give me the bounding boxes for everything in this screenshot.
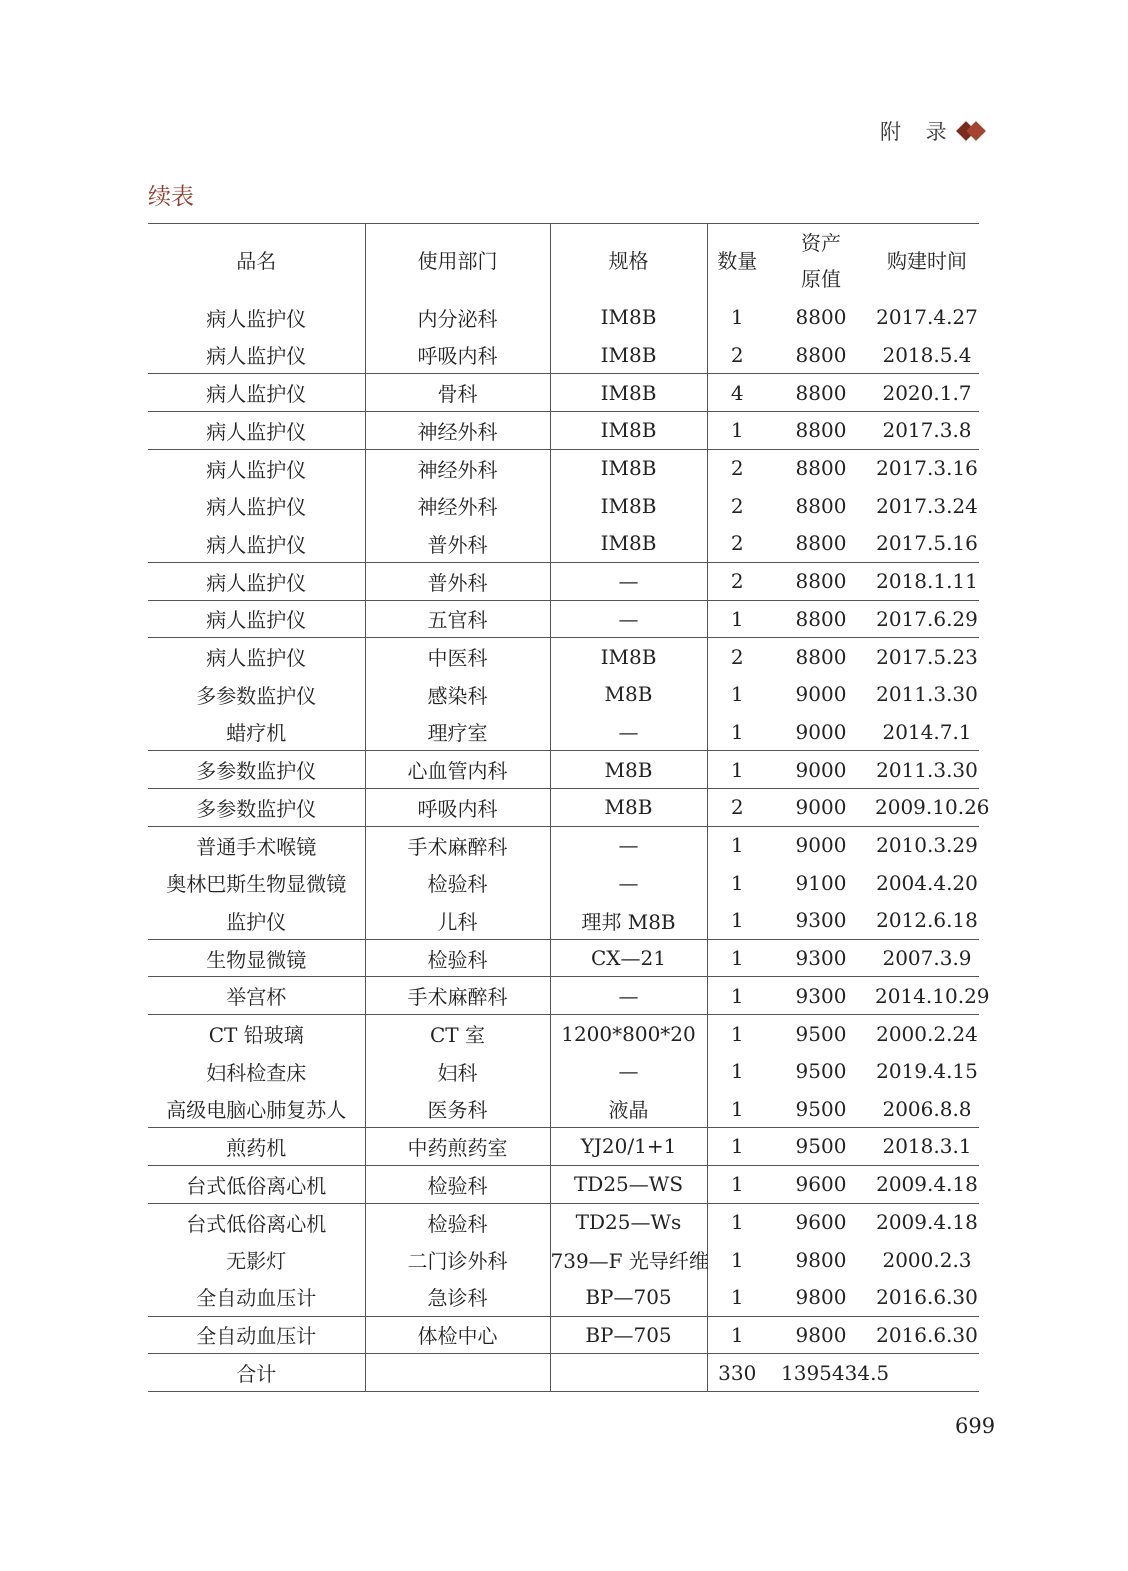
cell-original-value: 9800 (767, 1278, 875, 1316)
cell-department: 检验科 (365, 1165, 550, 1203)
cell-department: 感染科 (365, 675, 550, 713)
cell-purchase-date: 2018.3.1 (875, 1128, 979, 1166)
table-row (148, 1278, 979, 1316)
cell-department: CT 室 (365, 1015, 550, 1053)
cell-quantity: 1 (730, 1210, 744, 1235)
cell-department: 普外科 (365, 562, 550, 600)
table-row (148, 449, 979, 487)
cell-department: 五官科 (365, 600, 550, 638)
cell-original-value: 8800 (795, 305, 847, 330)
cell-department: 呼吸内科 (365, 788, 550, 826)
total-spec-empty (550, 1354, 707, 1392)
header-original-value-line1: 资产 (801, 231, 841, 256)
header-original-value-line2: 原值 (801, 267, 841, 292)
cell-original-value: 9000 (767, 788, 875, 826)
cell-name: 病人监护仪 (148, 525, 365, 563)
table-row (148, 751, 979, 789)
cell-quantity: 1 (707, 600, 767, 638)
cell-original-value: 9500 (795, 1059, 847, 1084)
cell-name: 监护仪 (148, 902, 365, 940)
cell-original-value: 8800 (767, 412, 875, 450)
cell-purchase-date: 2000.2.24 (876, 1021, 978, 1046)
total-date-empty (875, 1354, 979, 1392)
total-original-value: 1395434.5 (767, 1354, 875, 1392)
header-quantity: 数量 (707, 224, 767, 299)
cell-purchase-date: 2017.4.27 (876, 305, 978, 330)
cell-department: 手术麻醉科 (365, 826, 550, 864)
cell-name: 病人监护仪 (148, 299, 365, 337)
total-quantity: 330 (707, 1354, 767, 1392)
cell-department: 检验科 (365, 1203, 550, 1241)
cell-purchase-date: 2009.4.18 (876, 1210, 978, 1235)
cell-quantity: 1 (707, 1128, 767, 1166)
cell-purchase-date: 2017.6.29 (875, 600, 979, 638)
cell-quantity: 1 (707, 713, 767, 751)
cell-spec: — (550, 562, 707, 600)
table-row (148, 412, 979, 450)
cell-name: 病人监护仪 (148, 412, 365, 450)
cell-purchase-date: 2010.3.29 (876, 833, 978, 858)
table-row (148, 713, 979, 751)
cell-spec: 液晶 (550, 1090, 707, 1128)
cell-name: 多参数监护仪 (148, 788, 365, 826)
table-row (148, 977, 979, 1015)
cell-spec: IM8B (550, 412, 707, 450)
cell-name: 病人监护仪 (148, 374, 365, 412)
cell-purchase-date: 2006.8.8 (875, 1090, 979, 1128)
cell-name: 煎药机 (148, 1128, 365, 1166)
cell-purchase-date: 2004.4.20 (876, 870, 978, 895)
cell-original-value: 9500 (795, 1021, 847, 1046)
cell-original-value: 8800 (795, 644, 847, 669)
cell-spec: TD25—WS (550, 1165, 707, 1203)
cell-purchase-date: 2014.7.1 (875, 713, 979, 751)
cell-name: 妇科检查床 (148, 1052, 365, 1090)
table-row (148, 525, 979, 563)
cell-spec: M8B (550, 751, 707, 789)
cell-purchase-date: 2009.10.26 (875, 788, 979, 826)
table-row (148, 1128, 979, 1166)
table-total-row (148, 1354, 979, 1392)
header-name: 品名 (148, 224, 365, 299)
cell-purchase-date: 2020.1.7 (875, 374, 979, 412)
cell-original-value: 9600 (767, 1165, 875, 1203)
cell-purchase-date: 2011.3.30 (875, 751, 979, 789)
cell-name: 病人监护仪 (148, 600, 365, 638)
cell-spec: — (550, 600, 707, 638)
table-row (148, 562, 979, 600)
cell-name: 无影灯 (148, 1241, 365, 1279)
cell-department: 儿科 (365, 902, 550, 940)
cell-original-value: 9300 (767, 977, 875, 1015)
cell-purchase-date: 2007.3.9 (875, 939, 979, 977)
cell-department: 神经外科 (365, 487, 550, 525)
cell-purchase-date: 2009.4.18 (875, 1165, 979, 1203)
table-row (148, 1165, 979, 1203)
cell-spec: IM8B (550, 525, 707, 563)
cell-original-value: 9000 (767, 713, 875, 751)
cell-original-value: 9800 (795, 1247, 847, 1272)
cell-department: 二门诊外科 (365, 1241, 550, 1279)
cell-original-value: 8800 (767, 336, 875, 374)
table-row (148, 864, 979, 902)
cell-spec: TD25—Ws (550, 1203, 707, 1241)
cell-quantity: 1 (707, 1090, 767, 1128)
cell-quantity: 1 (730, 870, 744, 895)
cell-department: 医务科 (365, 1090, 550, 1128)
cell-original-value: 9000 (795, 833, 847, 858)
cell-department: 中药煎药室 (365, 1128, 550, 1166)
cell-department: 手术麻醉科 (365, 977, 550, 1015)
cell-purchase-date: 2000.2.3 (882, 1247, 972, 1272)
cell-department: 神经外科 (365, 449, 550, 487)
cell-purchase-date: 2019.4.15 (876, 1059, 978, 1084)
cell-quantity: 1 (707, 751, 767, 789)
cell-original-value: 9100 (795, 870, 847, 895)
table-row (148, 1203, 979, 1241)
cell-original-value: 9800 (767, 1316, 875, 1354)
table-row (148, 902, 979, 940)
cell-name: 病人监护仪 (148, 336, 365, 374)
cell-department: 内分泌科 (365, 299, 550, 337)
cell-quantity: 2 (707, 336, 767, 374)
cell-name: 奥林巴斯生物显微镜 (148, 864, 365, 902)
cell-name: 病人监护仪 (148, 449, 365, 487)
cell-spec: — (550, 826, 707, 864)
cell-department: 理疗室 (365, 713, 550, 751)
cell-quantity: 1 (707, 412, 767, 450)
header-original-value (767, 224, 875, 299)
cell-spec: CX—21 (550, 939, 707, 977)
cell-original-value: 9000 (767, 751, 875, 789)
cell-spec: YJ20/1+1 (550, 1128, 707, 1166)
cell-original-value: 9000 (795, 682, 847, 707)
cell-quantity: 2 (730, 456, 744, 481)
cell-quantity: 2 (707, 525, 767, 563)
cell-spec: M8B (550, 675, 707, 713)
running-head (880, 116, 987, 146)
cell-spec: — (550, 1052, 707, 1090)
cell-quantity: 2 (730, 493, 744, 518)
table-row (148, 1090, 979, 1128)
table-row (148, 1316, 979, 1354)
table-row (148, 1052, 979, 1090)
cell-original-value: 8800 (767, 374, 875, 412)
cell-name: 高级电脑心肺复苏人 (148, 1090, 365, 1128)
table-row (148, 374, 979, 412)
cell-spec: — (550, 864, 707, 902)
table-row (148, 299, 979, 337)
cell-spec: BP—705 (550, 1278, 707, 1316)
cell-purchase-date: 2017.5.16 (875, 525, 979, 563)
cell-quantity: 1 (730, 305, 744, 330)
cell-department: 体检中心 (365, 1316, 550, 1354)
cell-spec: 理邦 M8B (550, 902, 707, 940)
table-body (148, 299, 990, 1392)
cell-quantity: 4 (707, 374, 767, 412)
cell-spec: IM8B (550, 299, 707, 337)
cell-name: CT 铅玻璃 (148, 1015, 365, 1053)
cell-name: 生物显微镜 (148, 939, 365, 977)
cell-quantity: 1 (707, 939, 767, 977)
cell-quantity: 1 (707, 977, 767, 1015)
table-row (148, 826, 979, 864)
table-header-row (148, 224, 979, 299)
table-row (148, 1015, 979, 1053)
cell-name: 台式低俗离心机 (148, 1203, 365, 1241)
cell-name: 蜡疗机 (148, 713, 365, 751)
cell-original-value: 9300 (767, 902, 875, 940)
cell-quantity: 1 (730, 833, 744, 858)
table-row (148, 1241, 979, 1279)
cell-department: 神经外科 (365, 412, 550, 450)
continued-table-label: 续表 (148, 184, 194, 210)
table-row (148, 487, 979, 525)
cell-department: 急诊科 (365, 1278, 550, 1316)
cell-spec: 739—F 光导纤维 (550, 1241, 707, 1279)
cell-name: 多参数监护仪 (148, 675, 365, 713)
cell-purchase-date: 2011.3.30 (876, 682, 978, 707)
cell-quantity: 1 (707, 902, 767, 940)
cell-spec: — (550, 713, 707, 751)
cell-name: 全自动血压计 (148, 1316, 365, 1354)
table-row (148, 675, 979, 713)
cell-purchase-date: 2018.5.4 (875, 336, 979, 374)
cell-department: 心血管内科 (365, 751, 550, 789)
cell-name: 全自动血压计 (148, 1278, 365, 1316)
total-department-empty (365, 1354, 550, 1392)
header-department: 使用部门 (365, 224, 550, 299)
cell-spec: BP—705 (550, 1316, 707, 1354)
cell-original-value: 8800 (767, 562, 875, 600)
cell-original-value: 9600 (795, 1210, 847, 1235)
cell-spec: — (550, 977, 707, 1015)
cell-original-value: 8800 (795, 493, 847, 518)
cell-spec: IM8B (550, 638, 707, 676)
table-row (148, 939, 979, 977)
cell-original-value: 8800 (767, 525, 875, 563)
cell-name: 举宫杯 (148, 977, 365, 1015)
cell-quantity: 1 (707, 1316, 767, 1354)
header-purchase-date: 购建时间 (875, 224, 979, 299)
table-row (148, 788, 979, 826)
cell-spec: M8B (550, 788, 707, 826)
cell-original-value: 9300 (767, 939, 875, 977)
page-number: 699 (955, 1414, 996, 1438)
cell-purchase-date: 2016.6.30 (875, 1316, 979, 1354)
cell-purchase-date: 2017.5.23 (876, 644, 978, 669)
section-title: 附 录 (880, 120, 949, 144)
cell-quantity: 1 (730, 1059, 744, 1084)
cell-name: 病人监护仪 (148, 638, 365, 676)
cell-department: 中医科 (365, 638, 550, 676)
cell-department: 骨科 (365, 374, 550, 412)
cell-quantity: 1 (730, 682, 744, 707)
cell-purchase-date: 2018.1.11 (875, 562, 979, 600)
cell-name: 普通手术喉镜 (148, 826, 365, 864)
cell-name: 病人监护仪 (148, 487, 365, 525)
cell-department: 检验科 (365, 939, 550, 977)
total-label: 合计 (148, 1354, 365, 1392)
cell-original-value: 9500 (767, 1090, 875, 1128)
cell-name: 病人监护仪 (148, 562, 365, 600)
cell-original-value: 8800 (795, 456, 847, 481)
asset-table (148, 223, 990, 1392)
cell-name: 台式低俗离心机 (148, 1165, 365, 1203)
cell-purchase-date: 2014.10.29 (875, 977, 979, 1015)
cell-purchase-date: 2016.6.30 (875, 1278, 979, 1316)
cell-department: 呼吸内科 (365, 336, 550, 374)
cell-spec: IM8B (550, 336, 707, 374)
cell-purchase-date: 2017.3.8 (875, 412, 979, 450)
cell-department: 妇科 (365, 1052, 550, 1090)
cell-spec: 1200*800*20 (550, 1015, 707, 1053)
diamond-ornament-icon (957, 120, 987, 142)
cell-spec: IM8B (550, 374, 707, 412)
table-row (148, 336, 979, 374)
header-spec: 规格 (550, 224, 707, 299)
cell-department: 普外科 (365, 525, 550, 563)
table-row (148, 600, 979, 638)
cell-spec: IM8B (550, 487, 707, 525)
cell-quantity: 1 (730, 1021, 744, 1046)
cell-quantity: 2 (730, 644, 744, 669)
cell-quantity: 1 (730, 1247, 744, 1272)
cell-quantity: 1 (707, 1278, 767, 1316)
cell-original-value: 9500 (767, 1128, 875, 1166)
cell-purchase-date: 2012.6.18 (875, 902, 979, 940)
cell-purchase-date: 2017.3.24 (876, 493, 978, 518)
cell-name: 多参数监护仪 (148, 751, 365, 789)
cell-spec: IM8B (550, 449, 707, 487)
cell-quantity: 2 (707, 788, 767, 826)
cell-quantity: 2 (707, 562, 767, 600)
cell-department: 检验科 (365, 864, 550, 902)
cell-purchase-date: 2017.3.16 (876, 456, 978, 481)
cell-original-value: 8800 (767, 600, 875, 638)
cell-quantity: 1 (707, 1165, 767, 1203)
table-row (148, 638, 979, 676)
